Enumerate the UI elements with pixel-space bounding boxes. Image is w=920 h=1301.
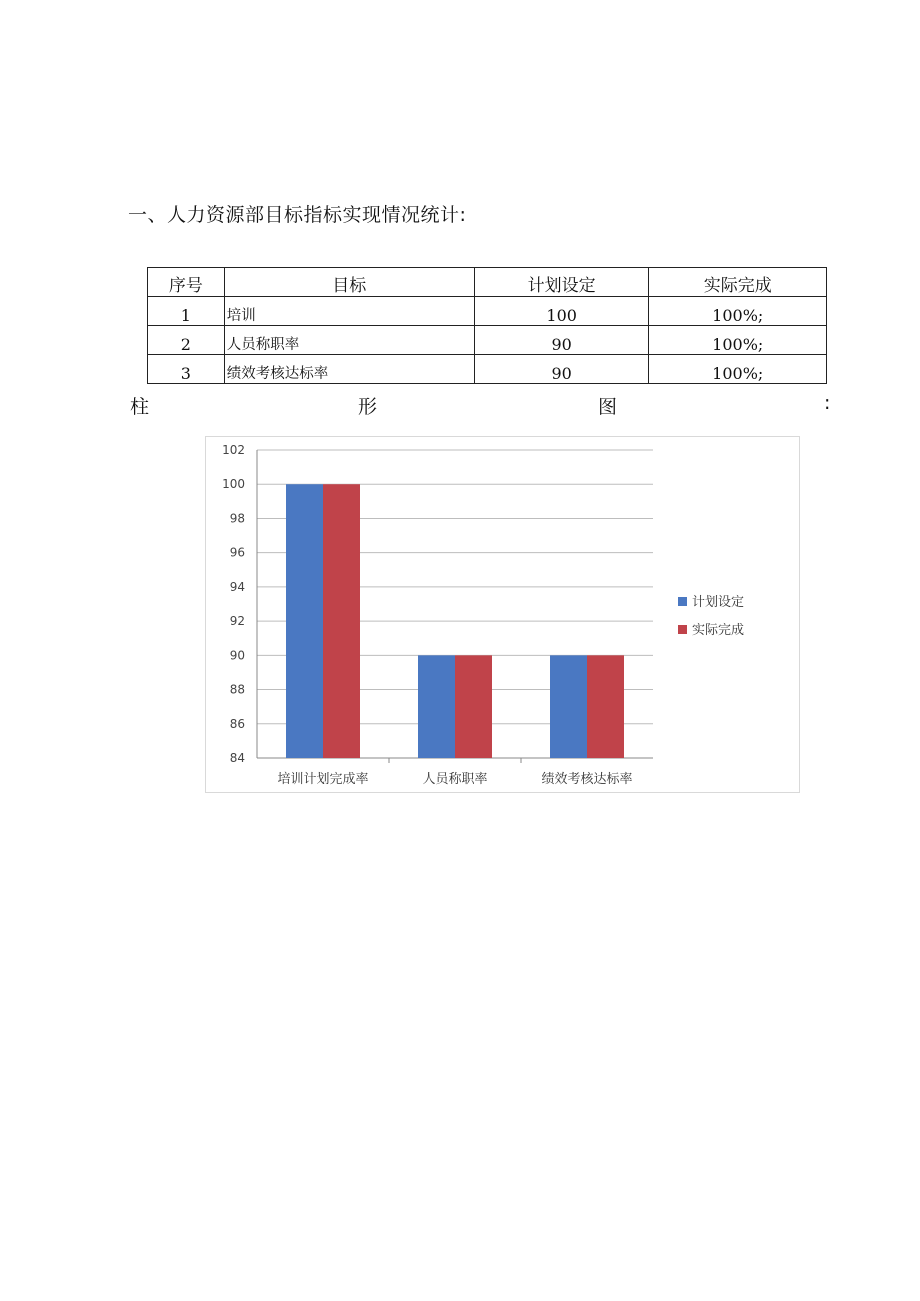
table-row bbox=[148, 355, 827, 384]
y-tick-label: 102 bbox=[222, 443, 245, 457]
y-tick-label: 92 bbox=[229, 614, 245, 629]
row-target: 培训 bbox=[224, 297, 474, 326]
legend-label: 计划设定 bbox=[692, 595, 745, 610]
y-tick-label: 94 bbox=[229, 579, 245, 594]
legend-swatch bbox=[678, 625, 687, 634]
row-actual: 100%; bbox=[649, 326, 827, 355]
caption-char: 图 bbox=[598, 396, 618, 418]
row-target: 人员称职率 bbox=[224, 326, 474, 355]
bar bbox=[418, 655, 455, 758]
header-planned: 计划设定 bbox=[474, 268, 649, 297]
category-label: 绩效考核达标率 bbox=[541, 772, 633, 787]
row-planned: 90 bbox=[474, 326, 649, 355]
bar bbox=[286, 484, 323, 758]
y-tick-label: 90 bbox=[229, 648, 245, 663]
row-index: 2 bbox=[148, 326, 225, 355]
bar-chart bbox=[205, 436, 805, 796]
y-tick-label: 88 bbox=[229, 682, 245, 697]
row-planned: 100 bbox=[474, 297, 649, 326]
y-tick-label: 100 bbox=[222, 477, 245, 492]
chart-caption bbox=[130, 392, 830, 418]
caption-char: : bbox=[824, 392, 831, 414]
caption-char: 形 bbox=[358, 396, 378, 418]
bar bbox=[550, 655, 587, 758]
header-actual: 实际完成 bbox=[649, 268, 827, 297]
y-tick-label: 84 bbox=[229, 751, 245, 765]
section-heading: 一、人力资源部目标指标实现情况统计: bbox=[128, 204, 467, 226]
category-label: 培训计划完成率 bbox=[277, 772, 369, 787]
row-actual: 100%; bbox=[649, 297, 827, 326]
bar bbox=[455, 655, 492, 758]
y-tick-label: 98 bbox=[229, 511, 245, 526]
bar bbox=[587, 655, 624, 758]
row-planned: 90 bbox=[474, 355, 649, 384]
table-row bbox=[148, 326, 827, 355]
caption-char: 柱 bbox=[130, 396, 150, 418]
bar bbox=[323, 484, 360, 758]
legend-label: 实际完成 bbox=[692, 623, 745, 638]
row-index: 1 bbox=[148, 297, 225, 326]
category-label: 人员称职率 bbox=[422, 772, 488, 787]
table-header-row bbox=[148, 268, 827, 297]
header-index: 序号 bbox=[148, 268, 225, 297]
row-index: 3 bbox=[148, 355, 225, 384]
indicator-table bbox=[147, 267, 827, 384]
row-target: 绩效考核达标率 bbox=[224, 355, 474, 384]
header-target: 目标 bbox=[224, 268, 474, 297]
table-row bbox=[148, 297, 827, 326]
y-tick-label: 96 bbox=[229, 545, 245, 560]
y-tick-label: 86 bbox=[229, 716, 245, 731]
row-actual: 100%; bbox=[649, 355, 827, 384]
legend-swatch bbox=[678, 597, 687, 606]
